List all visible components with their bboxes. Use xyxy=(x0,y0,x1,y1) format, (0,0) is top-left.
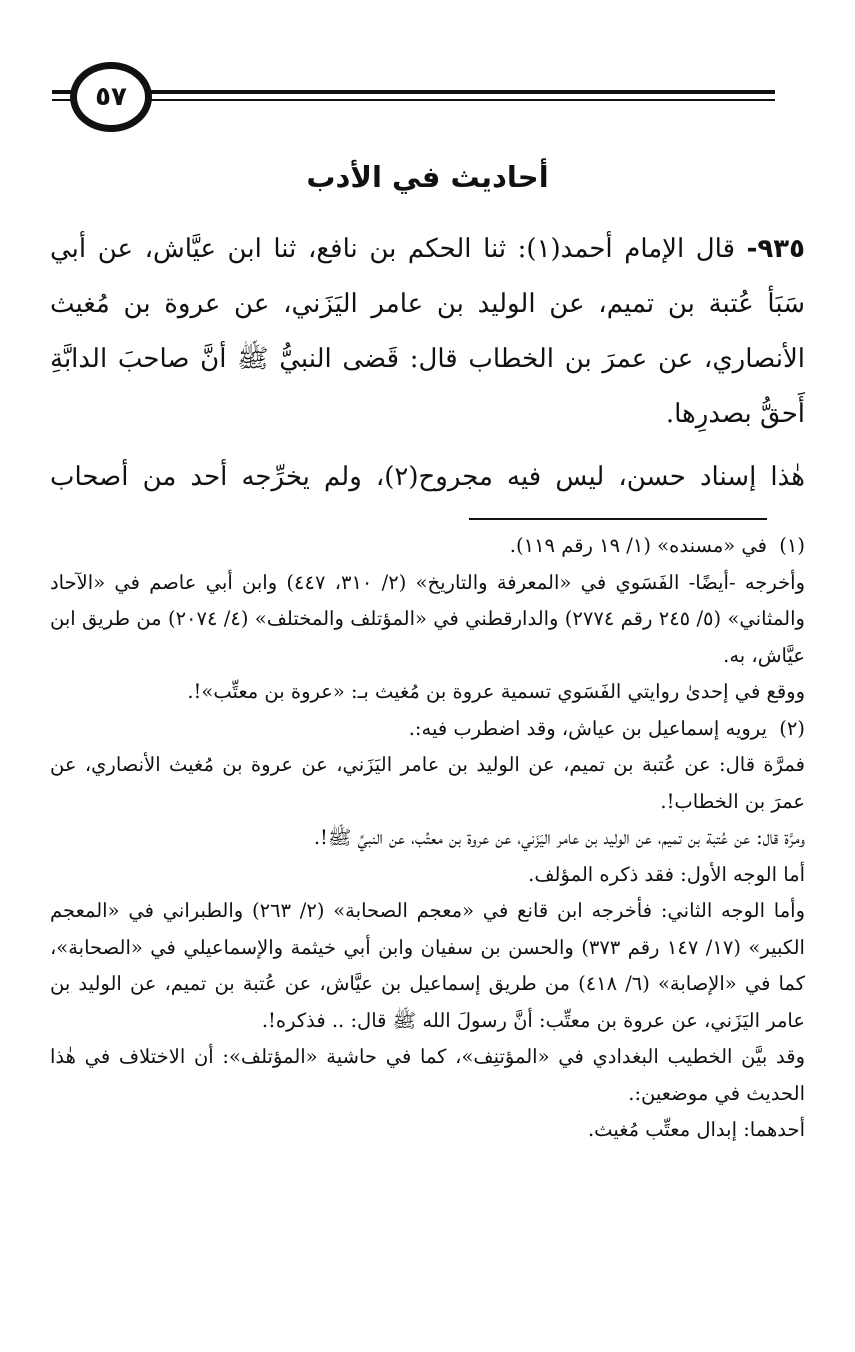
header-rule xyxy=(52,90,775,104)
footnote-marker: (٢) xyxy=(779,716,805,740)
header-rule-thick xyxy=(52,90,775,94)
footnote-paragraph: وقد بيَّن الخطيب البغدادي في «المؤتنِف»، كما في حاشية «المؤتلف»: أن الاختلاف في هٰذا الحديث في موضعين:. xyxy=(50,1045,805,1105)
hadith-text: قال الإمام أحمد(١): ثنا الحكم بن نافع، ثنا ابن عيَّاش، عن أبي سَبَأ عُتبة بن تميم، عن الوليد بن عامر اليَزَني، عن عروة بن مُغيث الأنصاري، عن عمرَ بن الخطاب قال: قَضى النبيُّ ﷺ أنَّ صاحبَ الدابَّةِ أَحقُّ بصدرِها. xyxy=(50,234,805,429)
footnote-paragraph: وأخرجه -أيضًا- الفَسَوي في «المعرفة والتاريخ» (٢/ ٣١٠، ٤٤٧) وابن أبي عاصم في «الآحاد والمثاني» (٥/ ٢٤٥ رقم ٢٧٧٤) والدارقطني في «المؤتلف والمختلف» (٤/ ٢٠٧٤) من طريق ابن عيَّاش، به. xyxy=(50,570,805,667)
footnotes xyxy=(50,528,805,1149)
main-text xyxy=(50,222,805,505)
footnote-line: في «مسنده» (١/ ١٩ رقم ١١٩). xyxy=(509,534,767,557)
footnote-separator xyxy=(469,518,767,520)
footnote-2 xyxy=(50,711,805,748)
commentary-paragraph: هٰذا إسناد حسن، ليس فيه مجروح(٢)، ولم يخرِّجه أحد من أصحاب xyxy=(50,462,805,492)
footnote-1 xyxy=(50,528,805,565)
footnote-paragraph: ومرَّة قال: عن عُتبة بن تميم، عن الوليد بن عامر اليَزَني، عن عروة بن معتِّب، عن النبيِّ ﷺ!. xyxy=(313,826,805,849)
footnote-marker: (١) xyxy=(779,534,805,557)
footnote-paragraph: أحدهما: إبدال معتِّب مُغيث. xyxy=(587,1118,805,1141)
page-number: ٥٧ xyxy=(70,62,152,132)
footnote-paragraph: وأما الوجه الثاني: فأخرجه ابن قانع في «معجم الصحابة» (٢/ ٢٦٣) والطبراني في «المعجم الكبير» (١٧/ ١٤٧ رقم ٣٧٣) والحسن بن سفيان وابن أبي خيثمة والإسماعيلي في «الصحابة»، كما في «الإصابة» (٦/ ٤١٨) من طريق إسماعيل بن عيَّاش، عن عُتبة بن تميم، عن الوليد بن عامر اليَزَني، عن عروة بن معتِّب: أنَّ رسولَ الله ﷺ قال: .. فذكره!. xyxy=(50,899,805,1032)
footnote-paragraph: ووقع في إحدىٰ روايتي الفَسَوي تسمية عروة بن مُغيث بـ: «عروة بن معتِّب»!. xyxy=(187,680,805,703)
footnote-paragraph: أما الوجه الأول: فقد ذكره المؤلف. xyxy=(528,862,805,886)
footnote-line: يرويه إسماعيل بن عياش، وقد اضطرب فيه:. xyxy=(408,716,767,740)
hadith-paragraph xyxy=(50,222,805,442)
hadith-number: ٩٣٥- xyxy=(746,234,806,264)
header-rule-thin xyxy=(52,99,775,101)
section-title: أحاديث في الأدب xyxy=(306,160,549,194)
footnote-paragraph: فمرَّة قال: عن عُتبة بن تميم، عن الوليد بن عامر اليَزَني، عن عروة بن مُغيث الأنصاري، عن عمرَ بن الخطاب!. xyxy=(50,753,805,813)
